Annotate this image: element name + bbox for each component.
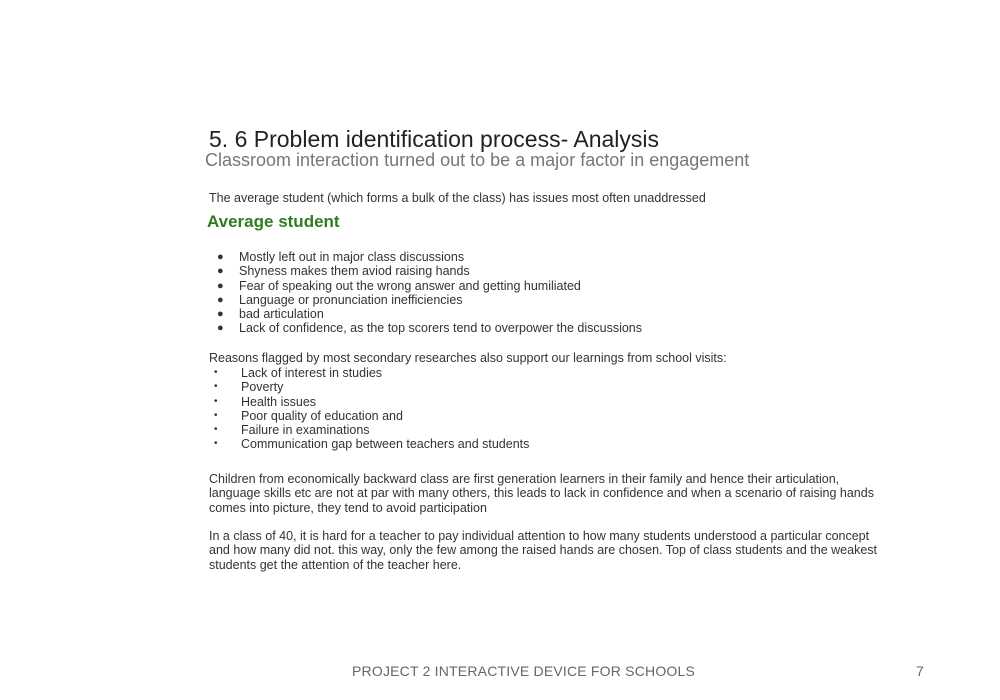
bullet-icon: ● [217,265,224,278]
bullet-icon: • [214,367,218,378]
bullet-icon: ● [217,293,224,306]
page-subtitle: Classroom interaction turned out to be a major factor in engagement [205,150,750,170]
footer-project-title: PROJECT 2 INTERACTIVE DEVICE FOR SCHOOLS [352,663,696,679]
bullet-icon: • [214,409,218,421]
bullet-icon: • [214,395,218,407]
reasons-intro: Reasons flagged by most secondary researches also support our learnings from school visits: [209,351,727,365]
bullet-icon: ● [217,279,224,292]
paragraph-class-attention: In a class of 40, it is hard for a teacher to pay individual attention to how many students understood a particular concept and how many did not. this way, only the few among the raised hands are chosen. Top of class students and the weakest students get the attention of the teacher here. [209,529,877,572]
page-title: 5. 6 Problem identification process- Analysis [209,126,659,152]
bullet-icon: ● [217,322,224,335]
paragraph-economic-background: Children from economically backward class are first generation learners in their family and hence their articulation, language skills etc are not at par with many others, this leads to lack in confidence and when a scenario of raising hands comes into picture, they tend to avoid participation [209,472,874,515]
section-heading: Average student [207,212,340,231]
bullet-icon: • [214,424,218,436]
bullet-icon: • [214,438,218,450]
intro-text: The average student (which forms a bulk of the class) has issues most often unaddressed [209,191,706,205]
bullet-icon: • [214,381,218,393]
page-number: 7 [916,663,924,679]
bullet-icon: ● [217,308,224,321]
bullet-icon: ● [217,251,224,263]
